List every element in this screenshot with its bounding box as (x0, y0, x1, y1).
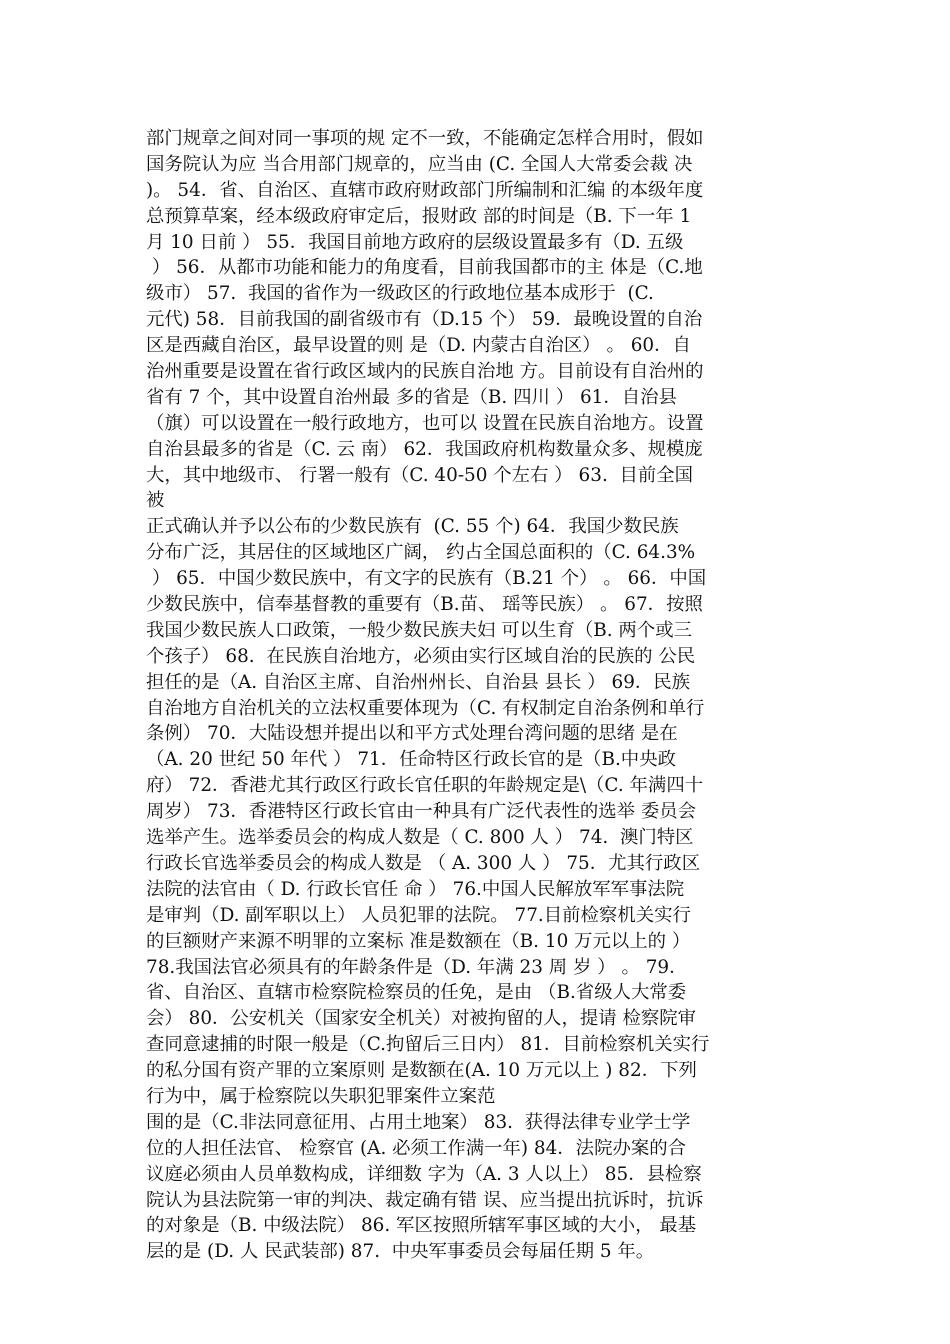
text-line: 级市） 57. 我国的省作为一级政区的行政地位基本成形于 (C. (146, 283, 654, 305)
text-line: 省有 7 个，其中设置自治州最 多的省是（B. 四川 ） 61．自治县 (146, 386, 677, 408)
text-line: （旗）可以设置在一般行政地方，也可以 设置在民族自治地方。设置 (146, 412, 704, 434)
text-line: 担任的是（A. 自治区主席、自治州州长、自治县 县长 ） 69．民族 (146, 671, 691, 693)
text-line: 选举产生。选举委员会的构成人数是（ C. 800 人 ） 74. 澳门特区 (146, 827, 694, 849)
text-line: 是审判（D. 副军职以上） 人员犯罪的法院。 77.目前检察机关实行 (146, 904, 691, 926)
text-line: 总预算草案，经本级政府审定后，报财政 部的时间是（B. 下一年 1 (146, 205, 692, 227)
text-line: 月 10 日前 ） 55．我国目前地方政府的层级设置最多有（D. 五级 (146, 231, 684, 253)
text-line: 自治地方自治机关的立法权重要体现为（C. 有权制定自治条例和单行 (146, 697, 705, 719)
text-line: 议庭必须由人员单数构成，详细数 字为（A. 3 人以上） 85．县检察 (146, 1163, 702, 1185)
text-line: 周岁） 73．香港特区行政长官由一种具有广泛代表性的选举 委员会 (146, 801, 697, 823)
text-line: 的私分国有资产罪的立案原则 是数额在(A. 10 万元以上 ) 82．下列 (146, 1060, 697, 1082)
text-line: ） 65．中国少数民族中，有文字的民族有（B.21 个） 。 66．中国 (146, 568, 707, 590)
text-line: 区是西藏自治区，最早设置的则 是（D. 内蒙古自治区） 。 60．自 (146, 335, 691, 357)
text-line: 省、自治区、直辖市检察院检察员的任免，是由 （B.省级人大常委 (146, 982, 687, 1004)
text-line: )。 54．省、自治区、直辖市政府财政部门所编制和汇编 的本级年度 (146, 179, 704, 201)
text-line: 院认为县法院第一审的判决、裁定确有错 误、应当提出抗诉时，抗诉 (146, 1189, 704, 1211)
text-line: 元代) 58．目前我国的副省级市有（D.15 个） 59．最晚设置的自治 (146, 309, 703, 331)
text-line: 少数民族中，信奉基督教的重要有（B.苗、 瑶等民族） 。 67．按照 (146, 594, 703, 616)
text-line: 层的是 (D. 人 民武装部) 87. 中央军事委员会每届任期 5 年。 (146, 1241, 655, 1263)
text-line: ） 56．从都市功能和能力的角度看，目前我国都市的主 体是（C.地 (146, 257, 703, 279)
text-line: 大，其中地级市、 行署一般有（C. 40-50 个左右 ） 63. 目前全国 (146, 464, 694, 486)
text-line: 的对象是（B. 中级法院） 86. 军区按照所辖军事区域的大小， 最基 (146, 1215, 697, 1237)
text-line: 国务院认为应 当合用部门规章的，应当由 (C. 全国人大常委会裁 决 (146, 153, 693, 175)
text-line: 治州重要是设置在省行政区域内的民族自治地 方。目前设有自治州的 (146, 361, 704, 383)
text-line: 个孩子） 68. 在民族自治地方，必须由实行区域自治的民族的 公民 (146, 645, 696, 667)
text-line: 自治县最多的省是（C. 云 南） 62．我国政府机构数量众多、规模庞 (146, 438, 703, 460)
text-line: 条例） 70．大陆设想并提出以和平方式处理台湾问题的思绪 是在 (146, 723, 678, 745)
text-line: 78.我国法官必须具有的年龄条件是（D. 年满 23 周 岁 ） 。 79． (146, 956, 688, 978)
text-line: 会） 80．公安机关（国家安全机关）对被拘留的人，提请 检察院审 (146, 1008, 697, 1030)
text-line: 的巨额财产来源不明罪的立案标 准是数额在（B. 10 万元以上的 ） (146, 930, 691, 952)
text-line: 正式确认并予以公布的少数民族有 (C. 55 个) 64．我国少数民族 (146, 516, 679, 538)
text-line: 分布广泛，其居住的区域地区广阔， 约占全国总面积的（C. 64.3% (146, 542, 696, 564)
text-line: 位的人担任法官、 检察官 (A. 必须工作满一年) 84．法院办案的合 (146, 1137, 687, 1159)
text-line: 查同意逮捕的时限一般是（C.拘留后三日内） 81．目前检察机关实行 (146, 1034, 710, 1056)
text-line: 我国少数民族人口政策，一般少数民族夫妇 可以生育（B. 两个或三 (146, 619, 692, 641)
text-line: 行政长官选举委员会的构成人数是 （ A. 300 人 ） 75．尤其行政区 (146, 852, 701, 874)
text-line: 法院的法官由（ D. 行政长官任 命 ） 76.中国人民解放军军事法院 (146, 878, 685, 900)
text-line: 部门规章之间对同一事项的规 定不一致，不能确定怎样合用时，假如 (146, 128, 704, 149)
text-line: （A. 20 世纪 50 年代 ） 71．任命特区行政长官的是（B.中央政 (146, 749, 676, 771)
text-line: 围的是（C.非法同意征用、占用土地案） 83. 获得法律专业学士学 (146, 1111, 691, 1133)
text-line: 行为中，属于检察院以失职犯罪案件立案范 (146, 1085, 496, 1107)
document-body-text (146, 126, 816, 1265)
text-line: 被 (146, 490, 165, 512)
text-line: 府） 72．香港尤其行政区行政长官任职的年龄规定是\（C. 年满四十 (146, 775, 704, 797)
